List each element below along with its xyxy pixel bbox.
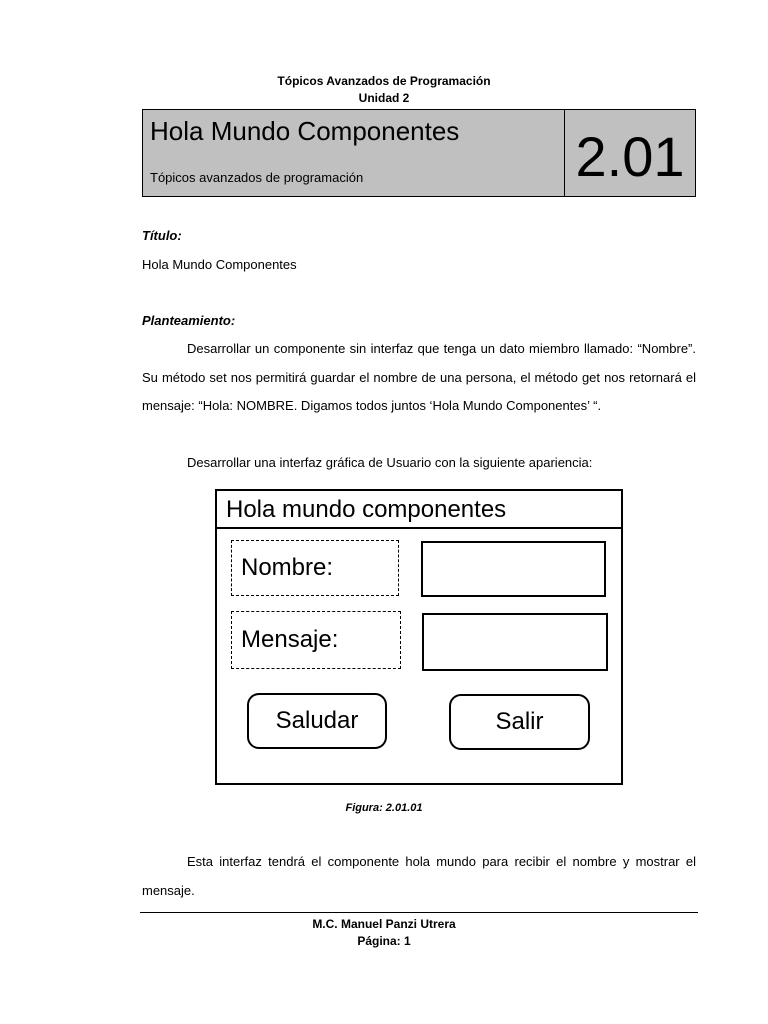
header-course: Tópicos Avanzados de Programación	[277, 74, 491, 88]
figure-caption: Figura: 2.01.01	[345, 802, 423, 814]
title-main-cell	[143, 110, 565, 196]
figure-mockup-window	[215, 489, 623, 785]
mockup-saludar-button: Saludar	[247, 693, 387, 749]
planteamiento-label: Planteamiento:	[142, 313, 236, 328]
document-title: Hola Mundo Componentes	[150, 116, 460, 146]
mockup-salir-button: Salir	[449, 694, 590, 750]
interface-intro-text: Desarrollar una interfaz gráfica de Usuario con la siguiente apariencia:	[187, 455, 593, 470]
footer-author: M.C. Manuel Panzi Utrera	[312, 917, 456, 931]
planteamiento-paragraph: Desarrollar un componente sin interfaz que tenga un dato miembro llamado: “Nombre”. Su método set nos permitirá guardar el nombre de una persona, el método get nos retornará el mensaje: “Hola: NOMBRE. Digamos todos juntos ‘Hola Mundo Componentes’ “.	[142, 341, 696, 413]
mockup-nombre-field	[421, 541, 606, 597]
footer-divider	[140, 912, 698, 913]
header-unit: Unidad 2	[358, 91, 410, 105]
page-header	[0, 73, 768, 107]
document-subtitle: Tópicos avanzados de programación	[150, 170, 364, 185]
titulo-value: Hola Mundo Componentes	[142, 257, 297, 272]
mockup-window-title: Hola mundo componentes	[217, 491, 621, 529]
document-number: 2.01	[575, 125, 685, 188]
title-box	[142, 109, 696, 197]
mockup-mensaje-field	[422, 613, 608, 671]
page-footer	[0, 916, 768, 950]
mockup-mensaje-label: Mensaje:	[231, 611, 401, 669]
titulo-label: Título:	[142, 228, 182, 243]
footer-page-number: Página: 1	[357, 934, 411, 948]
closing-paragraph: Esta interfaz tendrá el componente hola mundo para recibir el nombre y mostrar el mensaje.	[142, 854, 696, 898]
mockup-nombre-label: Nombre:	[231, 540, 399, 596]
